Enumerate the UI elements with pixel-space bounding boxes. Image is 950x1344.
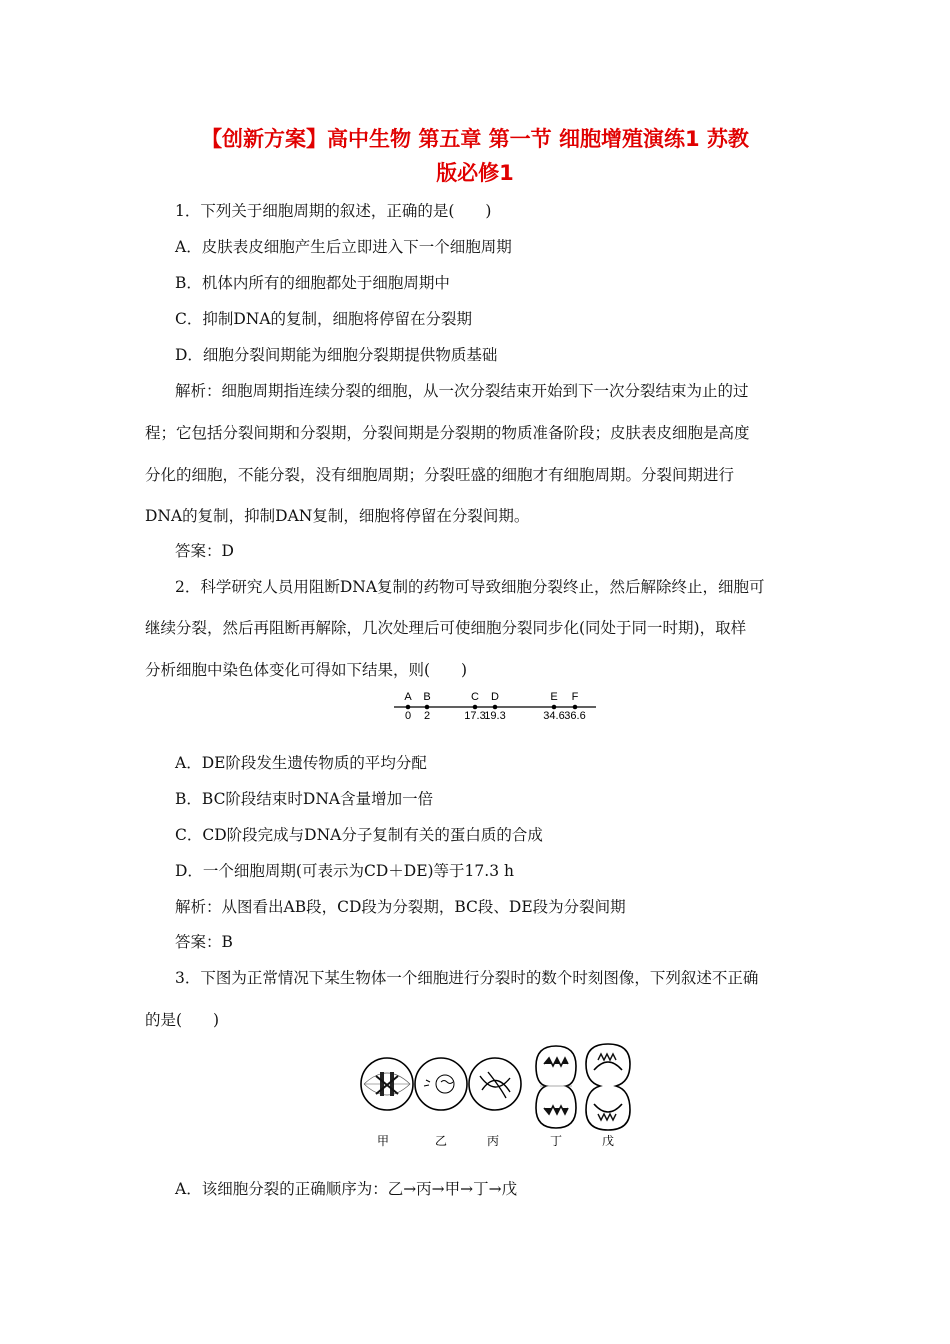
svg-text:F: F	[571, 691, 579, 703]
q1-option-a: A．皮肤表皮细胞产生后立即进入下一个细胞周期	[175, 238, 512, 256]
q2-option-b: B．BC阶段结束时DNA含量增加一倍	[175, 790, 434, 808]
q3-stem-line1: 3．下图为正常情况下某生物体一个细胞进行分裂时的数个时刻图像，下列叙述不正确	[175, 969, 759, 987]
svg-text:19.3: 19.3	[484, 710, 506, 722]
q1-option-c: C．抑制DNA的复制，细胞将停留在分裂期	[175, 310, 473, 328]
svg-text:甲: 甲	[376, 1134, 390, 1148]
q2-answer: 答案：B	[175, 933, 233, 951]
svg-text:2: 2	[423, 710, 431, 722]
svg-text:36.6: 36.6	[564, 710, 586, 722]
cell-yi	[415, 1058, 467, 1148]
q2-analysis: 解析：从图看出AB段，CD段为分裂期，BC段、DE段为分裂间期	[175, 898, 626, 916]
q2-stem-line3: 分析细胞中染色体变化可得如下结果，则( )	[145, 661, 468, 679]
cell-bing	[469, 1058, 521, 1148]
svg-text:丙: 丙	[486, 1134, 500, 1148]
document-title-line1: 【创新方案】高中生物 第五章 第一节 细胞增殖演练1 苏教	[201, 127, 749, 151]
svg-text:34.6: 34.6	[543, 710, 565, 722]
svg-text:0: 0	[404, 710, 412, 722]
cell-ding	[536, 1046, 576, 1148]
cell-wu	[586, 1044, 630, 1148]
svg-text:E: E	[550, 691, 558, 703]
q3-option-a: A．该细胞分裂的正确顺序为：乙→丙→甲→丁→戊	[175, 1180, 518, 1198]
q1-option-b: B．机体内所有的细胞都处于细胞周期中	[175, 274, 450, 292]
svg-text:B: B	[423, 691, 431, 703]
q1-analysis-line3: 分化的细胞，不能分裂，没有细胞周期；分裂旺盛的细胞才有细胞周期。分裂间期进行	[145, 466, 735, 484]
q2-option-c: C．CD阶段完成与DNA分子复制有关的蛋白质的合成	[175, 826, 543, 844]
q1-analysis-line2: 程；它包括分裂间期和分裂期，分裂间期是分裂期的物质准备阶段；皮肤表皮细胞是高度	[145, 424, 750, 442]
svg-text:A: A	[404, 691, 412, 703]
cell-jia	[361, 1058, 413, 1148]
svg-text:C: C	[471, 691, 479, 703]
q1-option-d: D．细胞分裂间期能为细胞分裂期提供物质基础	[175, 346, 498, 364]
cell-cycle-timeline	[390, 688, 600, 728]
q1-stem: 1．下列关于细胞周期的叙述，正确的是( )	[175, 202, 492, 220]
svg-text:乙: 乙	[434, 1134, 448, 1148]
q2-stem-line2: 继续分裂，然后再阻断再解除，几次处理后可使细胞分裂同步化(同处于同一时期)，取样	[145, 619, 747, 637]
svg-text:丁: 丁	[549, 1134, 563, 1148]
cell-division-figure	[350, 1042, 640, 1152]
q1-answer: 答案：D	[175, 542, 234, 560]
svg-text:D: D	[491, 691, 499, 703]
svg-text:戊: 戊	[601, 1134, 615, 1148]
svg-text:17.3: 17.3	[464, 710, 486, 722]
q1-analysis-line1: 解析：细胞周期指连续分裂的细胞，从一次分裂结束开始到下一次分裂结束为止的过	[175, 382, 749, 400]
document-title-line2: 版必修1	[436, 161, 514, 185]
q2-stem-line1: 2．科学研究人员用阻断DNA复制的药物可导致细胞分裂终止，然后解除终止，细胞可	[175, 578, 765, 596]
q3-stem-line2: 的是( )	[145, 1011, 220, 1029]
q1-analysis-line4: DNA的复制，抑制DAN复制，细胞将停留在分裂间期。	[145, 507, 530, 525]
q2-option-a: A．DE阶段发生遗传物质的平均分配	[175, 754, 427, 772]
q2-option-d: D．一个细胞周期(可表示为CD＋DE)等于17.3 h	[175, 862, 514, 880]
